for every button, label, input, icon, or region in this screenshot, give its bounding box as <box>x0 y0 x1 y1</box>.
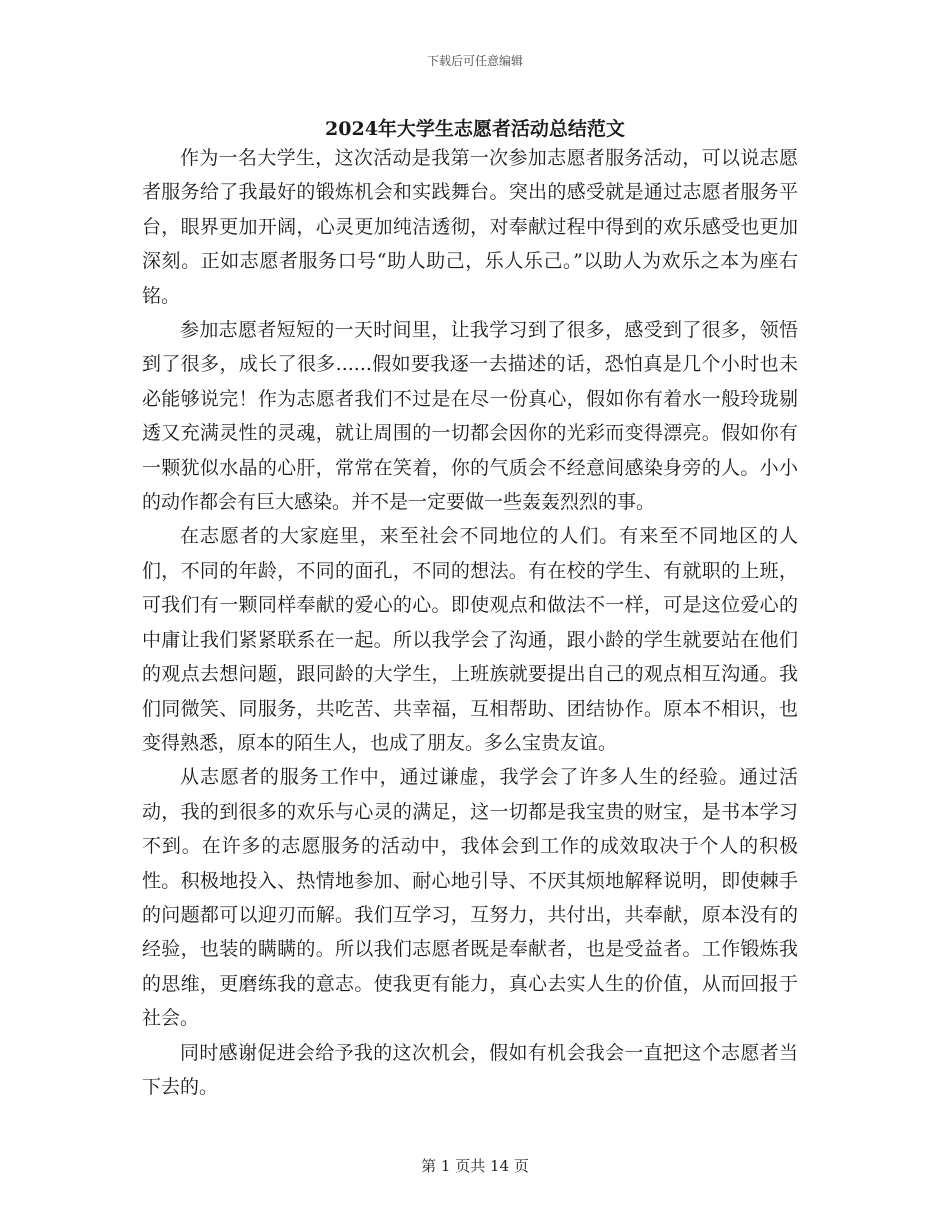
paragraph: 在志愿者的大家庭里，来至社会不同地位的人们。有来至不同地区的人们，不同的年龄，不同的面孔，不同的想法。有在校的学生、有就职的上班，可我们有一颗同样奉献的爱心的心。即使观点和做法不一样，可是这位爱心的中庸让我们紧紧联系在一起。所以我学会了沟通，跟小龄的学生就要站在他们的观点去想问题，跟同龄的大学生，上班族就要提出自己的观点相互沟通。我们同微笑、同服务，共吃苦、共幸福，互相帮助、团结协作。原本不相识，也变得熟悉，原本的陌生人，也成了朋友。多么宝贵友谊。 <box>142 525 798 754</box>
paragraph: 同时感谢促进会给予我的这次机会，假如有机会我会一直把这个志愿者当下去的。 <box>142 1041 798 1098</box>
paragraph: 作为一名大学生，这次活动是我第一次参加志愿者服务活动，可以说志愿者服务给了我最好的锻炼机会和实践舞台。突出的感受就是通过志愿者服务平台，眼界更加开阔，心灵更加纯洁透彻，对奉献过程中得到的欢乐感受也更加深刻。正如志愿者服务口号“助人助己，乐人乐己。”以助人为欢乐之本为座右铭。 <box>142 147 798 307</box>
paragraph: 从志愿者的服务工作中，通过谦虚，我学会了许多人生的经验。通过活动，我的到很多的欢乐与心灵的满足，这一切都是我宝贵的财宝，是书本学习不到。在许多的志愿服务的活动中，我体会到工作的成效取决于个人的积极性。积极地投入、热情地参加、耐心地引导、不厌其烦地解释说明，即使棘手的问题都可以迎刃而解。我们互学习，互努力，共付出，共奉献，原本没有的经验，也装的瞒瞒的。所以我们志愿者既是奉献者，也是受益者。工作锻炼我的思维，更磨练我的意志。使我更有能力，真心去实人生的价值，从而回报于社会。 <box>142 766 798 1030</box>
page-header: 下载后可任意编辑 <box>426 54 523 68</box>
document-body <box>142 141 798 1104</box>
page-number: 第 1 页共 14 页 <box>421 1157 529 1175</box>
paragraph: 参加志愿者短短的一天时间里，让我学习到了很多，感受到了很多，领悟到了很多，成长了很多......假如要我逐一去描述的话，恐怕真是几个小时也未必能够说完！作为志愿者我们不过是在尽一份真心，假如你有着水一般玲珑剔透又充满灵性的灵魂，就让周围的一切都会因你的光彩而变得漂亮。假如你有一颗犹似水晶的心肝，常常在笑着，你的气质会不经意间感染身旁的人。小小的动作都会有巨大感染。并不是一定要做一些轰轰烈烈的事。 <box>142 319 798 514</box>
document-title: 2024年大学生志愿者活动总结范文 <box>325 118 625 140</box>
